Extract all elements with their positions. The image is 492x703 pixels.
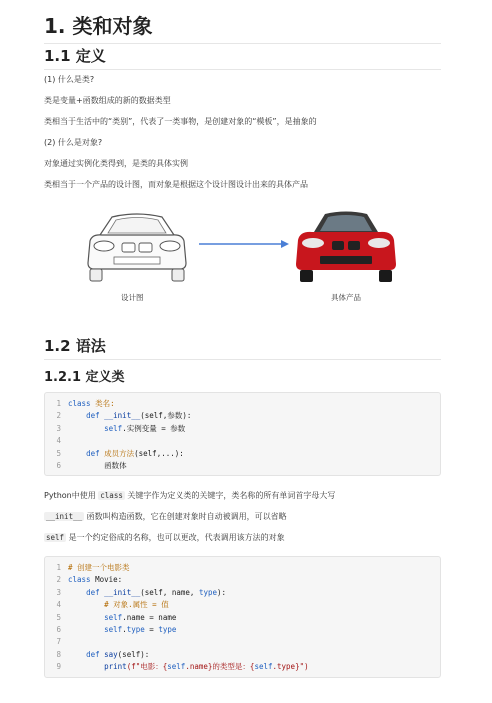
paragraph-class-definition: 类是变量+函数组成的新的数据类型	[44, 96, 171, 105]
section-heading-syntax: 1.2 语法	[44, 335, 441, 360]
code-block-movie-class	[44, 556, 441, 678]
paragraph-design-analogy: 类相当于一个产品的设计图，而对象是根据这个设计图设计出来的具体产品	[44, 180, 308, 189]
code-line: 8 def say(self):	[56, 649, 150, 659]
paragraph-init-constructor: __init__ 函数叫构造函数，它在创建对象时自动被调用，可以省略	[46, 512, 287, 521]
code-line: 9 print(f"电影：{self.name}的类型是：{self.type}")	[56, 662, 309, 672]
code-line: 7	[56, 637, 61, 647]
code-line: 3 def __init__(self, name, type):	[56, 587, 227, 597]
paragraph-self-convention: self 是一个约定俗成的名称，也可以更改，代表调用该方法的对象	[46, 533, 285, 542]
code-block-class-syntax	[44, 392, 441, 476]
code-line: 5 self.name = name	[56, 612, 177, 622]
class-object-figure	[44, 200, 441, 310]
section-heading-definition: 1.1 定义	[44, 45, 441, 70]
paragraph-class-category: 类相当于生活中的“类别”，代表了一类事物，是创建对象的“模板”，是抽象的	[44, 117, 317, 126]
car-product-image	[294, 206, 398, 286]
page-title: 1. 类和对象	[44, 10, 441, 44]
question-what-is-object: (2) 什么是对象?	[44, 138, 103, 147]
code-line: 5 def 成员方法(self,...):	[56, 448, 184, 458]
car-sketch-image	[82, 205, 192, 287]
code-line: 3 self.实例变量 = 参数	[56, 423, 186, 433]
paragraph-class-keyword: Python中使用 class 关键字作为定义类的关键字，类名称的所有单词首字母大写	[44, 491, 336, 500]
code-line: 6 self.type = type	[56, 624, 177, 634]
paragraph-object-definition: 对象通过实例化类得到，是类的具体实例	[44, 159, 188, 168]
caption-product: 具体产品	[331, 293, 361, 302]
code-line: 4	[56, 436, 61, 446]
subsection-heading-define-class: 1.2.1 定义类	[44, 370, 125, 385]
code-line: 1 class 类名:	[56, 399, 115, 408]
code-line: 4 # 对象.属性 = 值	[56, 600, 169, 610]
code-line: 2 def __init__(self,参数):	[56, 411, 192, 421]
arrow-right-icon	[199, 239, 289, 249]
code-line: 6 函数体	[56, 460, 127, 470]
code-line: 1 # 创建一个电影类	[56, 563, 130, 572]
code-line: 2 class Movie:	[56, 575, 123, 585]
caption-design: 设计图	[121, 293, 144, 302]
question-what-is-class: (1) 什么是类?	[44, 75, 95, 84]
